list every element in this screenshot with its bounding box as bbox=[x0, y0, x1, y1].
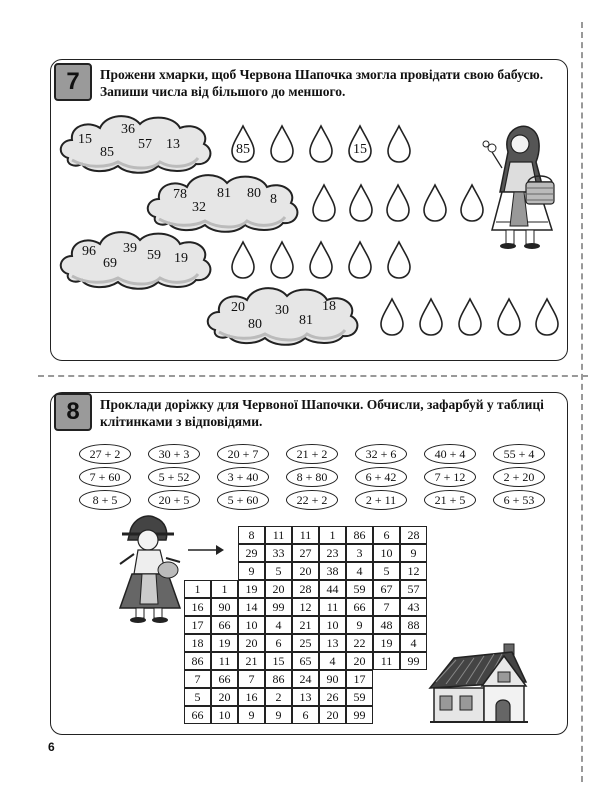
example-expression: 2 + 11 bbox=[355, 490, 407, 510]
grid-cell[interactable]: 16 bbox=[238, 688, 265, 706]
grid-cell[interactable]: 5 bbox=[265, 562, 292, 580]
example-expression: 7 + 60 bbox=[79, 467, 131, 487]
grandma-house-illustration bbox=[426, 642, 530, 726]
grid-cell[interactable]: 12 bbox=[292, 598, 319, 616]
drop-answer-box[interactable] bbox=[348, 183, 374, 223]
drop-answer-box[interactable] bbox=[308, 124, 334, 164]
example-expression: 22 + 2 bbox=[286, 490, 338, 510]
page-number: 6 bbox=[48, 740, 55, 754]
red-riding-hood-basket-illustration bbox=[480, 122, 564, 252]
grid-cell[interactable]: 11 bbox=[373, 652, 400, 670]
drop-answer-box[interactable] bbox=[418, 297, 444, 337]
grid-cell[interactable]: 10 bbox=[319, 616, 346, 634]
grid-cell[interactable]: 66 bbox=[184, 706, 211, 724]
grid-cell[interactable]: 19 bbox=[238, 580, 265, 598]
cloud-2-number: 78 bbox=[173, 187, 187, 202]
task-7-number: 7 bbox=[54, 63, 92, 101]
drop-answer-box[interactable] bbox=[422, 183, 448, 223]
grid-cell[interactable]: 10 bbox=[238, 616, 265, 634]
grid-cell[interactable]: 20 bbox=[292, 562, 319, 580]
grid-cell[interactable]: 4 bbox=[319, 652, 346, 670]
red-riding-hood-illustration bbox=[116, 514, 186, 624]
drop-answer-box[interactable] bbox=[308, 240, 334, 280]
example-expression: 5 + 60 bbox=[217, 490, 269, 510]
grid-cell[interactable]: 88 bbox=[400, 616, 427, 634]
cloud-1-number: 36 bbox=[121, 122, 135, 137]
grid-cell[interactable]: 20 bbox=[211, 688, 238, 706]
grid-cell[interactable]: 5 bbox=[184, 688, 211, 706]
drop-answer-value: 85 bbox=[236, 142, 250, 157]
grid-cell[interactable]: 67 bbox=[373, 580, 400, 598]
cut-line-vertical bbox=[581, 22, 583, 782]
grid-cell[interactable]: 7 bbox=[373, 598, 400, 616]
grid-cell[interactable]: 11 bbox=[211, 652, 238, 670]
grid-cell[interactable]: 9 bbox=[238, 706, 265, 724]
grid-cell[interactable]: 20 bbox=[265, 580, 292, 598]
grid-cell[interactable]: 3 bbox=[346, 544, 373, 562]
cloud-2-number: 80 bbox=[247, 186, 261, 201]
cloud-4-number: 30 bbox=[275, 303, 289, 318]
grid-cell[interactable]: 6 bbox=[373, 526, 400, 544]
task-7-instruction-line-2: Запиши числа від більшого до меншого. bbox=[100, 84, 346, 99]
cloud-1-number: 15 bbox=[78, 132, 92, 147]
example-expression: 8 + 80 bbox=[286, 467, 338, 487]
cloud-1-number: 85 bbox=[100, 145, 114, 160]
grid-cell[interactable]: 16 bbox=[184, 598, 211, 616]
task-8-number: 8 bbox=[54, 393, 92, 431]
grid-cell[interactable]: 9 bbox=[346, 616, 373, 634]
grid-cell[interactable]: 1 bbox=[184, 580, 211, 598]
cloud-3-number: 69 bbox=[103, 256, 117, 271]
grid-cell[interactable]: 11 bbox=[292, 526, 319, 544]
example-expression: 27 + 2 bbox=[79, 444, 131, 464]
grid-cell[interactable]: 15 bbox=[265, 652, 292, 670]
cloud-4-number: 18 bbox=[322, 299, 336, 314]
grid-cell[interactable]: 99 bbox=[346, 706, 373, 724]
grid-cell[interactable]: 9 bbox=[400, 544, 427, 562]
drop-answer-value: 15 bbox=[353, 142, 367, 157]
grid-cell[interactable]: 21 bbox=[292, 616, 319, 634]
grid-cell[interactable]: 99 bbox=[265, 598, 292, 616]
grid-cell[interactable]: 7 bbox=[184, 670, 211, 688]
example-expression: 5 + 52 bbox=[148, 467, 200, 487]
example-expression: 3 + 40 bbox=[217, 467, 269, 487]
cloud-2-number: 8 bbox=[270, 192, 277, 207]
grid-cell[interactable]: 66 bbox=[211, 670, 238, 688]
grid-cell[interactable]: 57 bbox=[400, 580, 427, 598]
task-8-instruction-line-1: Проклади доріжку для Червоної Шапочки. Обчисли, зафарбуй у таблиці bbox=[100, 397, 544, 412]
drop-answer-box[interactable] bbox=[386, 124, 412, 164]
grid-cell[interactable]: 20 bbox=[346, 652, 373, 670]
example-expression: 7 + 12 bbox=[424, 467, 476, 487]
grid-cell[interactable]: 27 bbox=[292, 544, 319, 562]
grid-cell[interactable]: 21 bbox=[238, 652, 265, 670]
grid-cell[interactable]: 26 bbox=[319, 688, 346, 706]
drop-answer-box[interactable] bbox=[496, 297, 522, 337]
grid-cell[interactable]: 66 bbox=[346, 598, 373, 616]
example-expression: 20 + 5 bbox=[148, 490, 200, 510]
grid-cell[interactable]: 4 bbox=[400, 634, 427, 652]
grid-cell[interactable]: 86 bbox=[265, 670, 292, 688]
drop-answer-box[interactable] bbox=[311, 183, 337, 223]
grid-cell[interactable]: 6 bbox=[292, 706, 319, 724]
grid-cell[interactable]: 10 bbox=[211, 706, 238, 724]
grid-cell[interactable]: 65 bbox=[292, 652, 319, 670]
drop-answer-box[interactable] bbox=[230, 240, 256, 280]
grid-cell[interactable]: 23 bbox=[319, 544, 346, 562]
example-expression: 8 + 5 bbox=[79, 490, 131, 510]
grid-cell[interactable]: 11 bbox=[265, 526, 292, 544]
grid-cell[interactable]: 19 bbox=[373, 634, 400, 652]
example-expression: 40 + 4 bbox=[424, 444, 476, 464]
drop-answer-box[interactable] bbox=[269, 124, 295, 164]
grid-cell[interactable]: 25 bbox=[292, 634, 319, 652]
grid-cell[interactable]: 90 bbox=[211, 598, 238, 616]
example-expression: 21 + 2 bbox=[286, 444, 338, 464]
drop-answer-box[interactable] bbox=[386, 240, 412, 280]
arrow-icon bbox=[186, 543, 226, 557]
grid-cell[interactable]: 48 bbox=[373, 616, 400, 634]
grid-cell[interactable]: 29 bbox=[238, 544, 265, 562]
grid-cell[interactable]: 38 bbox=[319, 562, 346, 580]
grid-cell[interactable]: 11 bbox=[319, 598, 346, 616]
example-expression: 2 + 20 bbox=[493, 467, 545, 487]
cloud-4-number: 80 bbox=[248, 317, 262, 332]
grid-cell[interactable]: 33 bbox=[265, 544, 292, 562]
grid-cell[interactable]: 90 bbox=[319, 670, 346, 688]
task-8-instruction-line-2: клітинками з відповідями. bbox=[100, 414, 263, 429]
drop-answer-box[interactable] bbox=[347, 240, 373, 280]
cloud-3 bbox=[56, 226, 216, 292]
grid-cell[interactable]: 59 bbox=[346, 580, 373, 598]
cloud-4-number: 81 bbox=[299, 313, 313, 328]
cloud-2-number: 81 bbox=[217, 186, 231, 201]
task-7-instruction-line-1: Прожени хмарки, щоб Червона Шапочка змогла провідати свою бабусю. bbox=[100, 67, 544, 82]
grid-cell[interactable]: 17 bbox=[346, 670, 373, 688]
grid-cell[interactable]: 8 bbox=[238, 526, 265, 544]
example-expression: 32 + 6 bbox=[355, 444, 407, 464]
grid-cell[interactable]: 14 bbox=[238, 598, 265, 616]
grid-cell[interactable]: 7 bbox=[238, 670, 265, 688]
cloud-3-number: 39 bbox=[123, 241, 137, 256]
cloud-3-number: 59 bbox=[147, 248, 161, 263]
grid-cell[interactable]: 5 bbox=[373, 562, 400, 580]
grid-cell[interactable]: 12 bbox=[400, 562, 427, 580]
grid-cell[interactable]: 2 bbox=[265, 688, 292, 706]
grid-cell[interactable]: 20 bbox=[319, 706, 346, 724]
example-expression: 20 + 7 bbox=[217, 444, 269, 464]
grid-cell[interactable]: 13 bbox=[319, 634, 346, 652]
grid-cell[interactable]: 19 bbox=[211, 634, 238, 652]
cloud-1-number: 57 bbox=[138, 137, 152, 152]
grid-cell[interactable]: 13 bbox=[292, 688, 319, 706]
drop-answer-box[interactable] bbox=[385, 183, 411, 223]
drop-answer-box[interactable] bbox=[457, 297, 483, 337]
grid-cell[interactable]: 22 bbox=[346, 634, 373, 652]
drop-answer-box[interactable] bbox=[534, 297, 560, 337]
grid-cell[interactable]: 28 bbox=[292, 580, 319, 598]
grid-cell[interactable]: 17 bbox=[184, 616, 211, 634]
grid-cell[interactable]: 86 bbox=[184, 652, 211, 670]
grid-cell[interactable]: 24 bbox=[292, 670, 319, 688]
cut-line-horizontal bbox=[38, 375, 588, 377]
grid-cell[interactable]: 59 bbox=[346, 688, 373, 706]
grid-cell[interactable]: 4 bbox=[265, 616, 292, 634]
grid-cell[interactable]: 6 bbox=[265, 634, 292, 652]
cloud-3-number: 96 bbox=[82, 244, 96, 259]
grid-cell[interactable]: 1 bbox=[319, 526, 346, 544]
grid-cell[interactable]: 28 bbox=[400, 526, 427, 544]
example-expression: 55 + 4 bbox=[493, 444, 545, 464]
grid-cell[interactable]: 20 bbox=[238, 634, 265, 652]
example-expression: 6 + 42 bbox=[355, 467, 407, 487]
cloud-2-number: 32 bbox=[192, 200, 206, 215]
grid-cell[interactable]: 43 bbox=[400, 598, 427, 616]
grid-cell[interactable]: 10 bbox=[373, 544, 400, 562]
grid-cell[interactable]: 86 bbox=[346, 526, 373, 544]
grid-cell[interactable]: 1 bbox=[211, 580, 238, 598]
cloud-3-number: 19 bbox=[174, 251, 188, 266]
grid-cell[interactable]: 66 bbox=[211, 616, 238, 634]
example-expression: 21 + 5 bbox=[424, 490, 476, 510]
example-expression: 6 + 53 bbox=[493, 490, 545, 510]
grid-cell[interactable]: 9 bbox=[238, 562, 265, 580]
grid-cell[interactable]: 18 bbox=[184, 634, 211, 652]
cloud-1-number: 13 bbox=[166, 137, 180, 152]
cloud-4-number: 20 bbox=[231, 300, 245, 315]
example-expression: 30 + 3 bbox=[148, 444, 200, 464]
grid-cell[interactable]: 4 bbox=[346, 562, 373, 580]
grid-cell[interactable]: 9 bbox=[265, 706, 292, 724]
grid-cell[interactable]: 44 bbox=[319, 580, 346, 598]
drop-answer-box[interactable] bbox=[379, 297, 405, 337]
drop-answer-box[interactable] bbox=[269, 240, 295, 280]
grid-cell[interactable]: 99 bbox=[400, 652, 427, 670]
